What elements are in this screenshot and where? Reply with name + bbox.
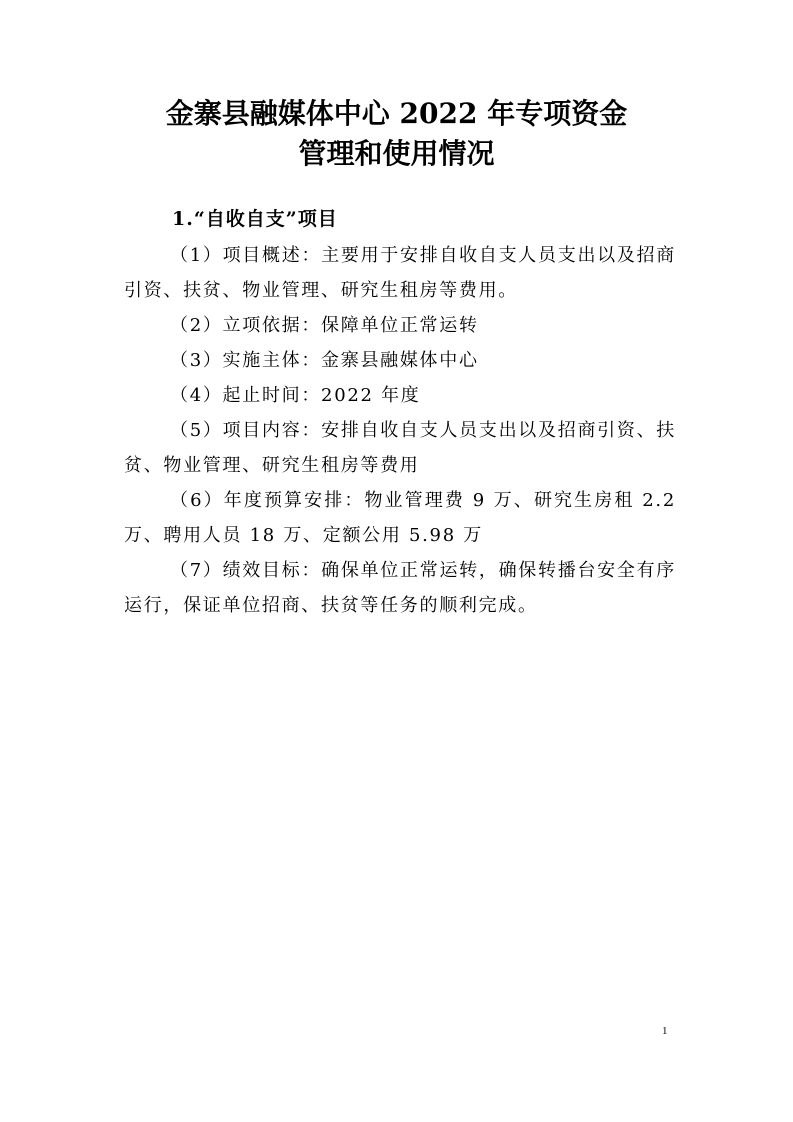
paragraph-implementing-entity: （3）实施主体：金寨县融媒体中心 (170, 350, 479, 371)
document-title-line-2: 管理和使用情况 (298, 137, 495, 170)
page-number: 1 (662, 1025, 668, 1037)
paragraph-project-overview: （1）项目概述：主要用于安排自收自支人员支出以及招商引资、扶贫、物业管理、研究生租房等费用。 (124, 245, 676, 301)
section-heading: 1.“自收自支”项目 (172, 208, 338, 230)
paragraph-project-basis: （2）立项依据：保障单位正常运转 (170, 315, 479, 336)
paragraph-performance-goal: （7）绩效目标：确保单位正常运转，确保转播台安全有序运行，保证单位招商、扶贫等任务的顺利完成。 (124, 560, 676, 616)
document-title-line-1: 金寨县融媒体中心 2022 年专项资金 (165, 97, 628, 130)
paragraph-annual-budget: （6）年度预算安排：物业管理费 9 万、研究生房租 2.2 万、聘用人员 18 万、定额公用 5.98 万 (124, 490, 676, 546)
paragraph-project-content: （5）项目内容：安排自收自支人员支出以及招商引资、扶贫、物业管理、研究生租房等费用 (124, 420, 676, 476)
paragraph-time-period: （4）起止时间：2022 年度 (170, 385, 421, 406)
